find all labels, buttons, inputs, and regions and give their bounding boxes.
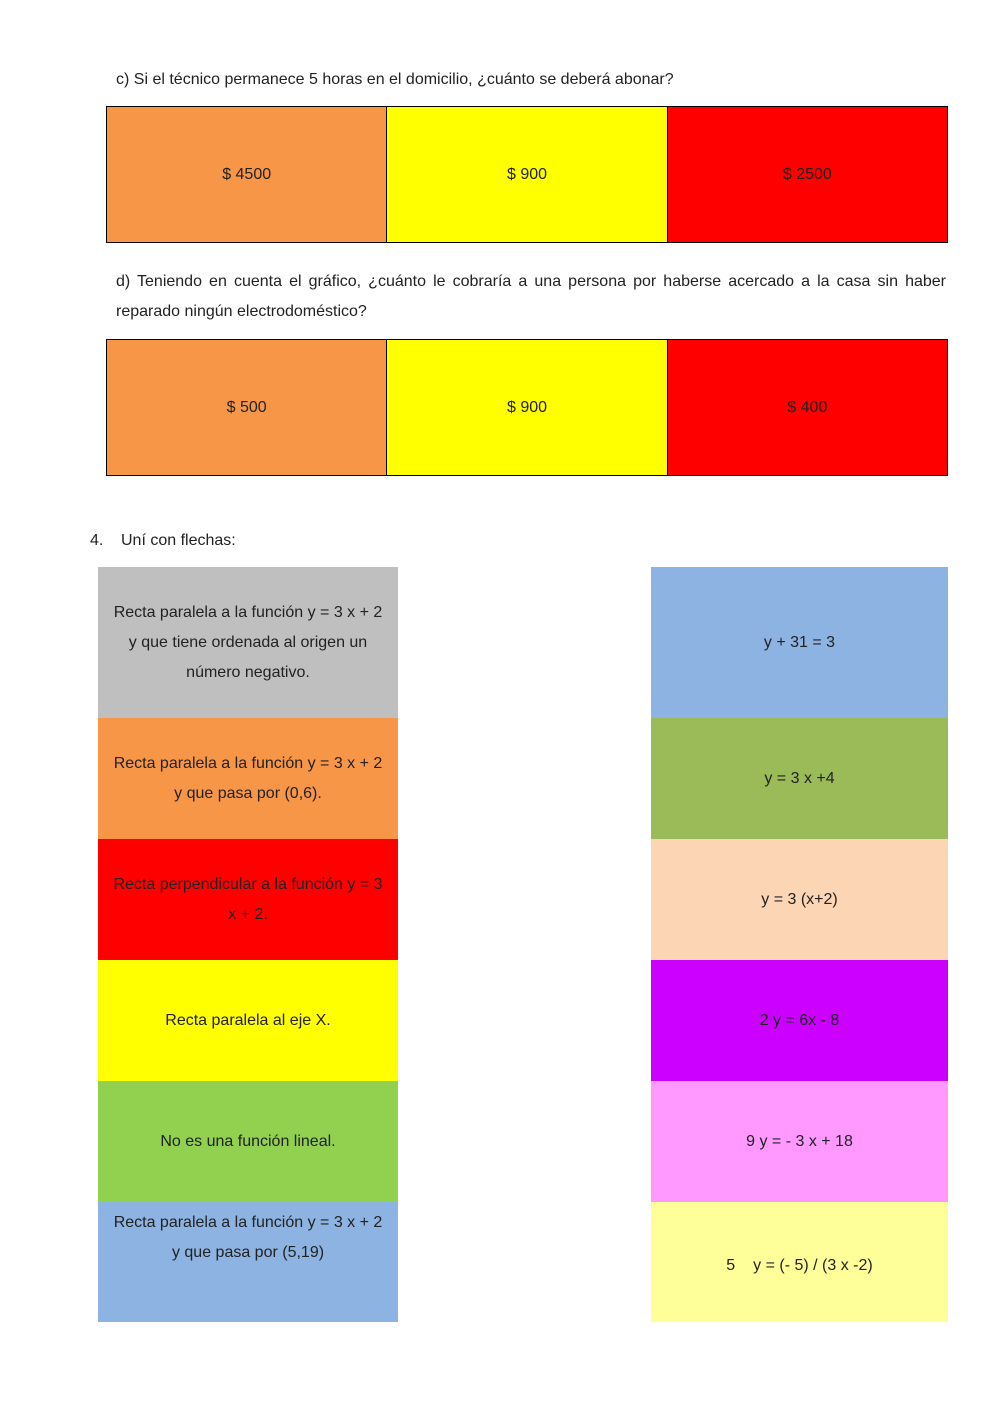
left-item-1[interactable]: Recta paralela a la función y = 3 x + 2 y que tiene ordenada al origen un número negativo. [98, 567, 398, 718]
match-left-column [98, 567, 398, 1322]
question-d-text: d) Teniendo en cuenta el gráfico, ¿cuánto le cobraría a una persona por haberse acercado a la casa sin haber reparado ningún electrodoméstico? [116, 273, 946, 320]
option-d-2[interactable]: $ 900 [386, 340, 666, 475]
right-item-2[interactable]: y = 3 x +4 [651, 718, 948, 839]
right-item-4[interactable]: 2 y = 6x - 8 [651, 960, 948, 1081]
option-d-3[interactable]: $ 400 [667, 340, 947, 475]
option-d-1[interactable]: $ 500 [107, 340, 386, 475]
right-item-6[interactable] [651, 1202, 948, 1322]
left-item-2[interactable]: Recta paralela a la función y = 3 x + 2 y que pasa por (0,6). [98, 718, 398, 839]
right-item-5[interactable]: 9 y = - 3 x + 18 [651, 1081, 948, 1202]
question-4-title: Uní con flechas: [121, 532, 236, 549]
right-item-6-text: y = (- 5) / (3 x -2) [753, 1257, 873, 1274]
right-item-6-prefix: 5 [726, 1257, 736, 1274]
match-right-column [651, 567, 948, 1322]
right-item-1[interactable]: y + 31 = 3 [651, 567, 948, 718]
question-c-options [106, 106, 948, 243]
left-item-3[interactable]: Recta perpendicular a la función y = 3 x + 2. [98, 839, 398, 960]
option-c-1[interactable]: $ 4500 [107, 107, 386, 242]
option-c-2[interactable]: $ 900 [386, 107, 666, 242]
right-item-3[interactable]: y = 3 (x+2) [651, 839, 948, 960]
question-4-number: 4. [90, 532, 104, 549]
left-item-5[interactable]: No es una función lineal. [98, 1081, 398, 1202]
left-item-6[interactable]: Recta paralela a la función y = 3 x + 2 y que pasa por (5,19) [98, 1202, 398, 1322]
left-item-4[interactable]: Recta paralela al eje X. [98, 960, 398, 1081]
option-c-3[interactable]: $ 2500 [667, 107, 947, 242]
question-4-heading [90, 528, 236, 554]
question-c-text: c) Si el técnico permanece 5 horas en el domicilio, ¿cuánto se deberá abonar? [116, 71, 674, 88]
question-d-options [106, 339, 948, 476]
